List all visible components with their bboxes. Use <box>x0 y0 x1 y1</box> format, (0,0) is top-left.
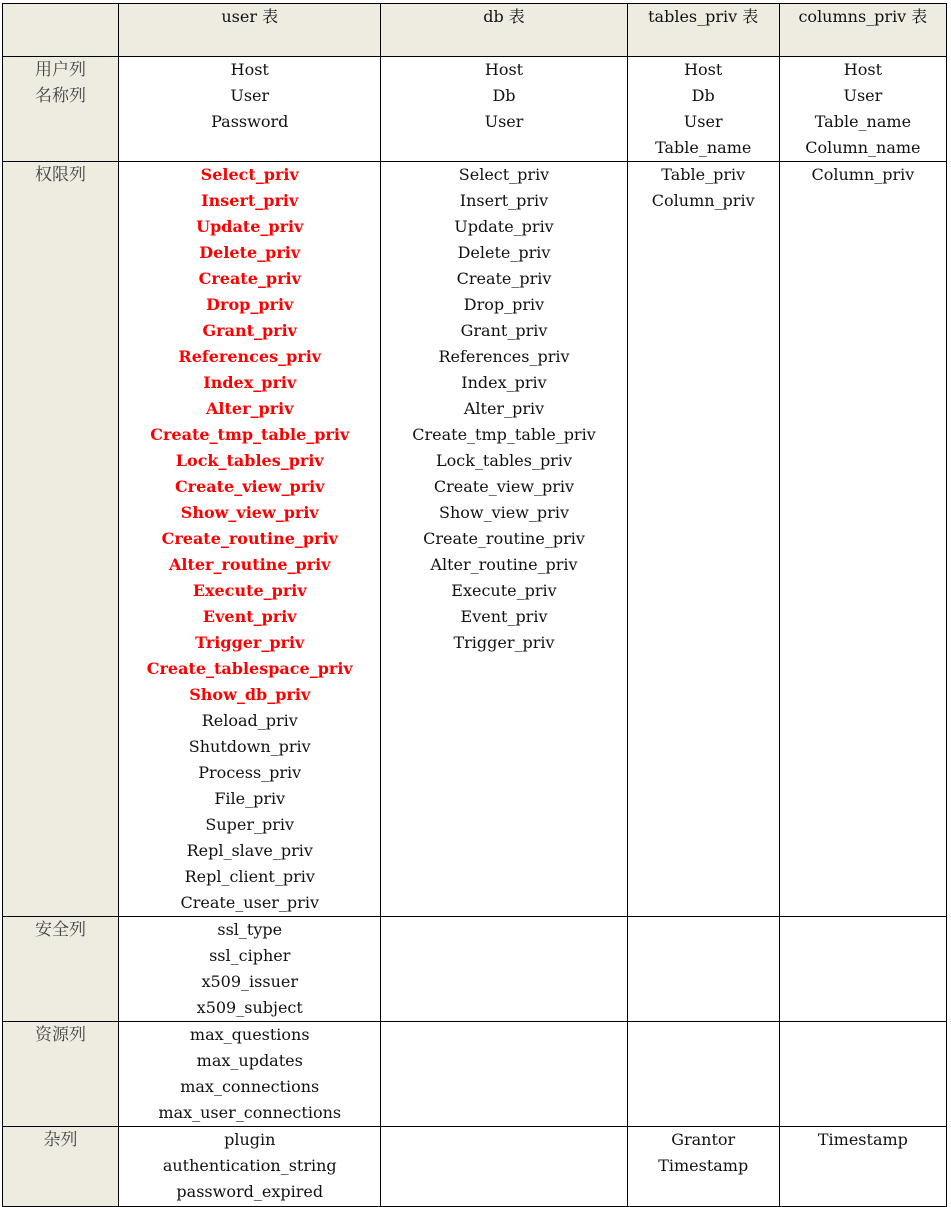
field-name-highlighted: Create_priv <box>198 269 301 288</box>
row-label <box>3 162 119 917</box>
field-name-highlighted: Select_priv <box>200 165 299 184</box>
field-name-highlighted: Delete_priv <box>199 243 301 262</box>
tables-priv-cell <box>627 162 779 917</box>
header-row <box>3 4 947 57</box>
header-columns-priv-table: columns_priv 表 <box>779 4 946 57</box>
field-name: max_questions <box>189 1025 310 1044</box>
privilege-columns-row <box>3 162 947 917</box>
field-name: Delete_priv <box>457 243 551 262</box>
field-name: max_connections <box>180 1077 320 1096</box>
header-tables-priv-table: tables_priv 表 <box>627 4 779 57</box>
tables-priv-cell <box>627 917 779 1022</box>
field-name: File_priv <box>214 789 286 808</box>
tables-priv-cell <box>627 1127 779 1207</box>
field-name: Grant_priv <box>460 321 548 340</box>
field-name: Column_priv <box>651 191 755 210</box>
user-table-cell <box>119 917 381 1022</box>
resource-columns-row <box>3 1022 947 1127</box>
mysql-privilege-tables-comparison <box>2 3 947 1207</box>
row-label-line: 杂列 <box>43 1130 78 1150</box>
field-name: Repl_slave_priv <box>186 841 313 860</box>
field-name: Alter_routine_priv <box>430 555 578 574</box>
field-name: Db <box>691 86 715 105</box>
field-name: max_updates <box>196 1051 303 1070</box>
db-table-cell <box>381 1022 627 1127</box>
field-name: Execute_priv <box>451 581 557 600</box>
misc-columns-row <box>3 1127 947 1207</box>
user-table-cell <box>119 162 381 917</box>
field-name: Table_name <box>814 112 912 131</box>
row-label <box>3 1127 119 1207</box>
field-name-highlighted: Lock_tables_priv <box>175 451 324 470</box>
field-name: Shutdown_priv <box>188 737 311 756</box>
security-columns-row <box>3 917 947 1022</box>
field-name: Host <box>684 60 723 79</box>
field-name: Host <box>484 60 524 79</box>
row-label-line: 安全列 <box>35 920 87 940</box>
field-name: Host <box>230 60 269 79</box>
field-name: Update_priv <box>454 217 554 236</box>
tables-priv-cell <box>627 1022 779 1127</box>
header-user-table: user 表 <box>119 4 381 57</box>
columns-priv-cell <box>779 1127 946 1207</box>
user-table-cell <box>119 1022 381 1127</box>
field-name: x509_subject <box>196 998 303 1017</box>
field-name: User <box>230 86 270 105</box>
field-name: Create_tmp_table_priv <box>412 425 596 444</box>
field-name: ssl_type <box>217 920 283 939</box>
field-name: Password <box>211 112 289 131</box>
field-name-highlighted: Alter_routine_priv <box>168 555 331 574</box>
field-name: Repl_client_priv <box>184 867 315 886</box>
columns-priv-cell <box>779 57 946 162</box>
header-db-table: db 表 <box>381 4 627 57</box>
field-name-highlighted: Create_tablespace_priv <box>146 659 353 678</box>
field-name-highlighted: Create_tmp_table_priv <box>150 425 350 444</box>
field-name: Create_view_priv <box>433 477 575 496</box>
db-table-cell <box>381 917 627 1022</box>
field-name: User <box>484 112 524 131</box>
field-name: Select_priv <box>458 165 550 184</box>
table-body <box>3 57 947 1207</box>
field-name: Table_priv <box>661 165 746 184</box>
field-name: password_expired <box>176 1182 324 1201</box>
field-name-highlighted: Grant_priv <box>202 321 297 340</box>
field-name-highlighted: Index_priv <box>203 373 297 392</box>
row-label <box>3 57 119 162</box>
row-label-line: 名称列 <box>35 86 87 106</box>
field-name-highlighted: Drop_priv <box>206 295 294 314</box>
row-label-line: 资源列 <box>35 1025 87 1045</box>
field-name: authentication_string <box>162 1156 337 1175</box>
field-name-highlighted: Execute_priv <box>192 581 307 600</box>
field-name: x509_issuer <box>201 972 298 991</box>
columns-priv-cell <box>779 1022 946 1127</box>
field-name: Super_priv <box>205 815 295 834</box>
field-name: max_user_connections <box>158 1103 342 1122</box>
field-name: Timestamp <box>658 1156 749 1175</box>
row-label-line: 用户列 <box>35 60 87 80</box>
db-table-cell <box>381 162 627 917</box>
field-name-highlighted: Show_view_priv <box>180 503 319 522</box>
field-name: References_priv <box>438 347 570 366</box>
field-name: Create_priv <box>456 269 552 288</box>
field-name: Column_priv <box>811 165 915 184</box>
field-name: Trigger_priv <box>453 633 555 652</box>
user-table-cell <box>119 1127 381 1207</box>
columns-priv-cell <box>779 162 946 917</box>
row-label <box>3 1022 119 1127</box>
field-name-highlighted: Insert_priv <box>201 191 299 210</box>
field-name: Index_priv <box>461 373 547 392</box>
field-name-highlighted: Alter_priv <box>206 399 294 418</box>
field-name: Create_user_priv <box>180 893 319 912</box>
db-table-cell <box>381 1127 627 1207</box>
header-corner <box>3 4 119 57</box>
field-name: Drop_priv <box>463 295 545 314</box>
field-name-highlighted: Event_priv <box>202 607 297 626</box>
field-name: Reload_priv <box>201 711 298 730</box>
user-table-cell <box>119 57 381 162</box>
field-name: Column_name <box>805 138 921 157</box>
field-name: Host <box>843 60 882 79</box>
field-name: Show_view_priv <box>439 503 569 522</box>
field-name: Table_name <box>655 138 752 157</box>
field-name: Alter_priv <box>463 399 545 418</box>
field-name: ssl_cipher <box>209 946 291 965</box>
columns-priv-cell <box>779 917 946 1022</box>
field-name-highlighted: Trigger_priv <box>195 633 305 652</box>
field-name-highlighted: Update_priv <box>196 217 304 236</box>
field-name: Db <box>492 86 516 105</box>
field-name: Grantor <box>671 1130 736 1149</box>
row-label <box>3 917 119 1022</box>
field-name-highlighted: Create_view_priv <box>174 477 325 496</box>
field-name: Create_routine_priv <box>423 529 585 548</box>
field-name: plugin <box>224 1130 276 1149</box>
row-label-line: 权限列 <box>35 165 87 185</box>
field-name: User <box>843 86 883 105</box>
field-name-highlighted: References_priv <box>178 347 322 366</box>
user-name-columns-row <box>3 57 947 162</box>
field-name: Process_priv <box>198 763 302 782</box>
db-table-cell <box>381 57 627 162</box>
tables-priv-cell <box>627 57 779 162</box>
field-name: User <box>683 112 723 131</box>
field-name: Event_priv <box>460 607 548 626</box>
field-name-highlighted: Create_routine_priv <box>161 529 338 548</box>
field-name: Timestamp <box>817 1130 908 1149</box>
field-name-highlighted: Show_db_priv <box>189 685 311 704</box>
field-name: Insert_priv <box>459 191 549 210</box>
field-name: Lock_tables_priv <box>436 451 572 470</box>
